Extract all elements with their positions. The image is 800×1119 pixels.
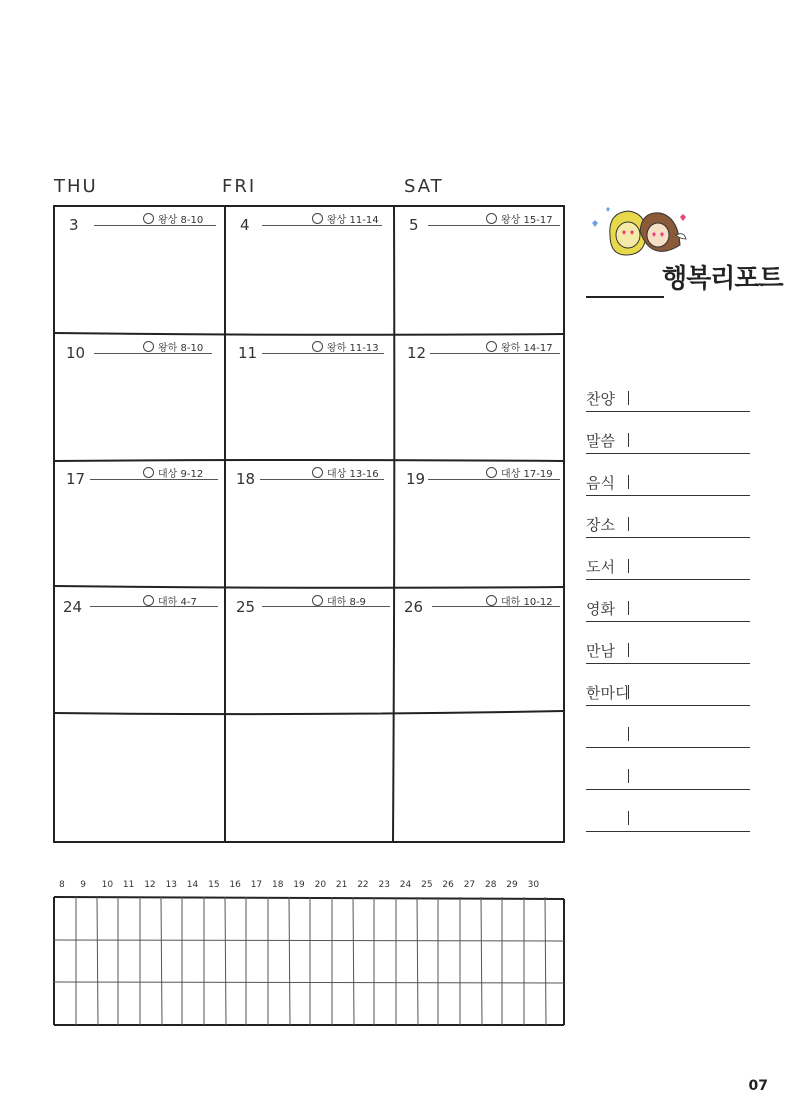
tracker-day-label: 21 — [335, 880, 348, 890]
report-divider — [628, 433, 629, 447]
report-item-label: 영화 — [586, 600, 615, 618]
cell-underline — [260, 479, 384, 480]
cell-date: 25 — [236, 598, 256, 616]
day-header-thu: THU — [54, 176, 98, 197]
report-divider — [628, 391, 629, 405]
tracker-day-label: 12 — [144, 880, 156, 890]
cell-underline — [262, 353, 384, 354]
cell-date: 5 — [409, 216, 419, 234]
report-item[interactable] — [586, 797, 750, 832]
cell-underline — [428, 225, 560, 226]
tracker-day-label: 27 — [463, 880, 476, 890]
cell-underline — [94, 225, 216, 226]
tracker-day-label: 14 — [186, 880, 199, 890]
checkbox-circle-icon[interactable] — [312, 213, 323, 224]
checkbox-circle-icon[interactable] — [143, 595, 154, 606]
reading-label: 왕상 11-14 — [327, 215, 379, 226]
cell-reading-tag[interactable] — [143, 465, 203, 480]
tracker-day-label: 20 — [314, 880, 327, 890]
cell-underline — [90, 606, 218, 607]
checkbox-circle-icon[interactable] — [486, 467, 497, 478]
report-divider — [628, 643, 629, 657]
report-item[interactable] — [586, 419, 750, 454]
report-divider — [628, 769, 629, 783]
report-divider — [628, 475, 629, 489]
checkbox-circle-icon[interactable] — [312, 595, 323, 606]
report-item[interactable] — [586, 461, 750, 496]
tracker-day-label: 23 — [378, 880, 390, 890]
day-header-sat: SAT — [404, 176, 444, 197]
report-item-label: 찬양 — [586, 390, 615, 408]
tracker-day-label: 17 — [250, 880, 263, 890]
report-divider — [628, 727, 629, 741]
reading-label: 왕하 14-17 — [501, 343, 553, 354]
cell-date: 17 — [66, 470, 86, 488]
checkbox-circle-icon[interactable] — [486, 595, 497, 606]
tracker-day-label: 18 — [272, 880, 284, 890]
cell-reading-tag[interactable] — [143, 211, 203, 226]
cell-date: 26 — [404, 598, 424, 616]
reading-label: 대상 13-16 — [327, 469, 379, 480]
tracker-day-label: 30 — [527, 880, 540, 890]
tracker-day-label: 24 — [399, 880, 412, 890]
cell-reading-tag[interactable] — [143, 339, 203, 354]
reading-label: 왕상 8-10 — [158, 215, 204, 226]
report-item[interactable] — [586, 587, 750, 622]
tracker-day-label: 28 — [485, 880, 497, 890]
report-divider — [628, 601, 629, 615]
report-item[interactable] — [586, 629, 750, 664]
cell-date: 19 — [406, 470, 426, 488]
report-item-label: 도서 — [586, 558, 615, 576]
report-item-label: 만남 — [586, 642, 615, 660]
cell-date: 10 — [66, 344, 86, 362]
report-item-label: 한마디 — [586, 684, 630, 702]
cell-date: 18 — [236, 470, 256, 488]
tracker-day-label: 9 — [80, 880, 87, 890]
reading-label: 대상 17-19 — [501, 469, 553, 480]
reading-label: 대하 8-9 — [327, 597, 366, 608]
reading-label: 대하 10-12 — [501, 597, 553, 608]
cell-reading-tag[interactable] — [312, 211, 379, 226]
report-item[interactable] — [586, 755, 750, 790]
cell-underline — [262, 225, 382, 226]
reading-label: 왕하 8-10 — [158, 343, 204, 354]
report-item[interactable] — [586, 671, 750, 706]
reading-label: 대하 4-7 — [158, 597, 197, 608]
day-header-fri: FRI — [222, 176, 257, 197]
tracker-day-label: 25 — [421, 880, 433, 890]
cell-underline — [430, 353, 560, 354]
checkbox-circle-icon[interactable] — [486, 341, 497, 352]
checkbox-circle-icon[interactable] — [143, 341, 154, 352]
cartoon-girls-illustration — [588, 205, 688, 261]
cell-reading-tag[interactable] — [312, 339, 379, 354]
cell-reading-tag[interactable] — [486, 339, 553, 354]
report-item[interactable] — [586, 545, 750, 580]
cell-date: 24 — [63, 598, 83, 616]
cell-date: 4 — [240, 216, 250, 234]
cell-underline — [432, 606, 560, 607]
checkbox-circle-icon[interactable] — [312, 467, 323, 478]
tracker-day-label: 19 — [293, 880, 305, 890]
tracker-day-label: 10 — [101, 880, 114, 890]
cell-underline — [94, 353, 212, 354]
report-divider — [628, 811, 629, 825]
tracker-day-label: 26 — [442, 880, 454, 890]
cell-date: 11 — [238, 344, 258, 362]
tracker-day-label: 29 — [506, 880, 518, 890]
checkbox-circle-icon[interactable] — [312, 341, 323, 352]
report-item-label: 음식 — [586, 474, 615, 492]
checkbox-circle-icon[interactable] — [486, 213, 497, 224]
report-item[interactable] — [586, 377, 750, 412]
report-name-blank[interactable] — [586, 296, 664, 298]
report-item[interactable] — [586, 713, 750, 748]
reading-label: 대상 9-12 — [158, 469, 204, 480]
cell-underline — [90, 479, 218, 480]
tracker-day-label: 22 — [357, 880, 369, 890]
reading-label: 왕상 15-17 — [501, 215, 553, 226]
tracker-day-label: 15 — [208, 880, 220, 890]
cell-date: 12 — [407, 344, 427, 362]
cell-reading-tag[interactable] — [312, 465, 379, 480]
reading-label: 왕하 11-13 — [327, 343, 379, 354]
cell-reading-tag[interactable] — [486, 211, 553, 226]
cell-reading-tag[interactable] — [486, 465, 553, 480]
report-item-label: 장소 — [586, 516, 615, 534]
report-divider — [628, 559, 629, 573]
tracker-day-label: 8 — [59, 880, 65, 890]
cell-underline — [428, 479, 560, 480]
report-divider — [628, 517, 629, 531]
tracker-day-label: 13 — [165, 880, 177, 890]
tracker-day-label: 16 — [229, 880, 241, 890]
report-divider — [628, 685, 629, 699]
checkbox-circle-icon[interactable] — [143, 467, 154, 478]
report-title: 행복리포트 — [662, 264, 783, 294]
report-item-label: 말씀 — [586, 432, 615, 450]
cell-underline — [262, 606, 390, 607]
page-number: 07 — [748, 1078, 768, 1094]
checkbox-circle-icon[interactable] — [143, 213, 154, 224]
cell-date: 3 — [69, 216, 79, 234]
tracker-day-label: 11 — [122, 880, 135, 890]
report-item[interactable] — [586, 503, 750, 538]
